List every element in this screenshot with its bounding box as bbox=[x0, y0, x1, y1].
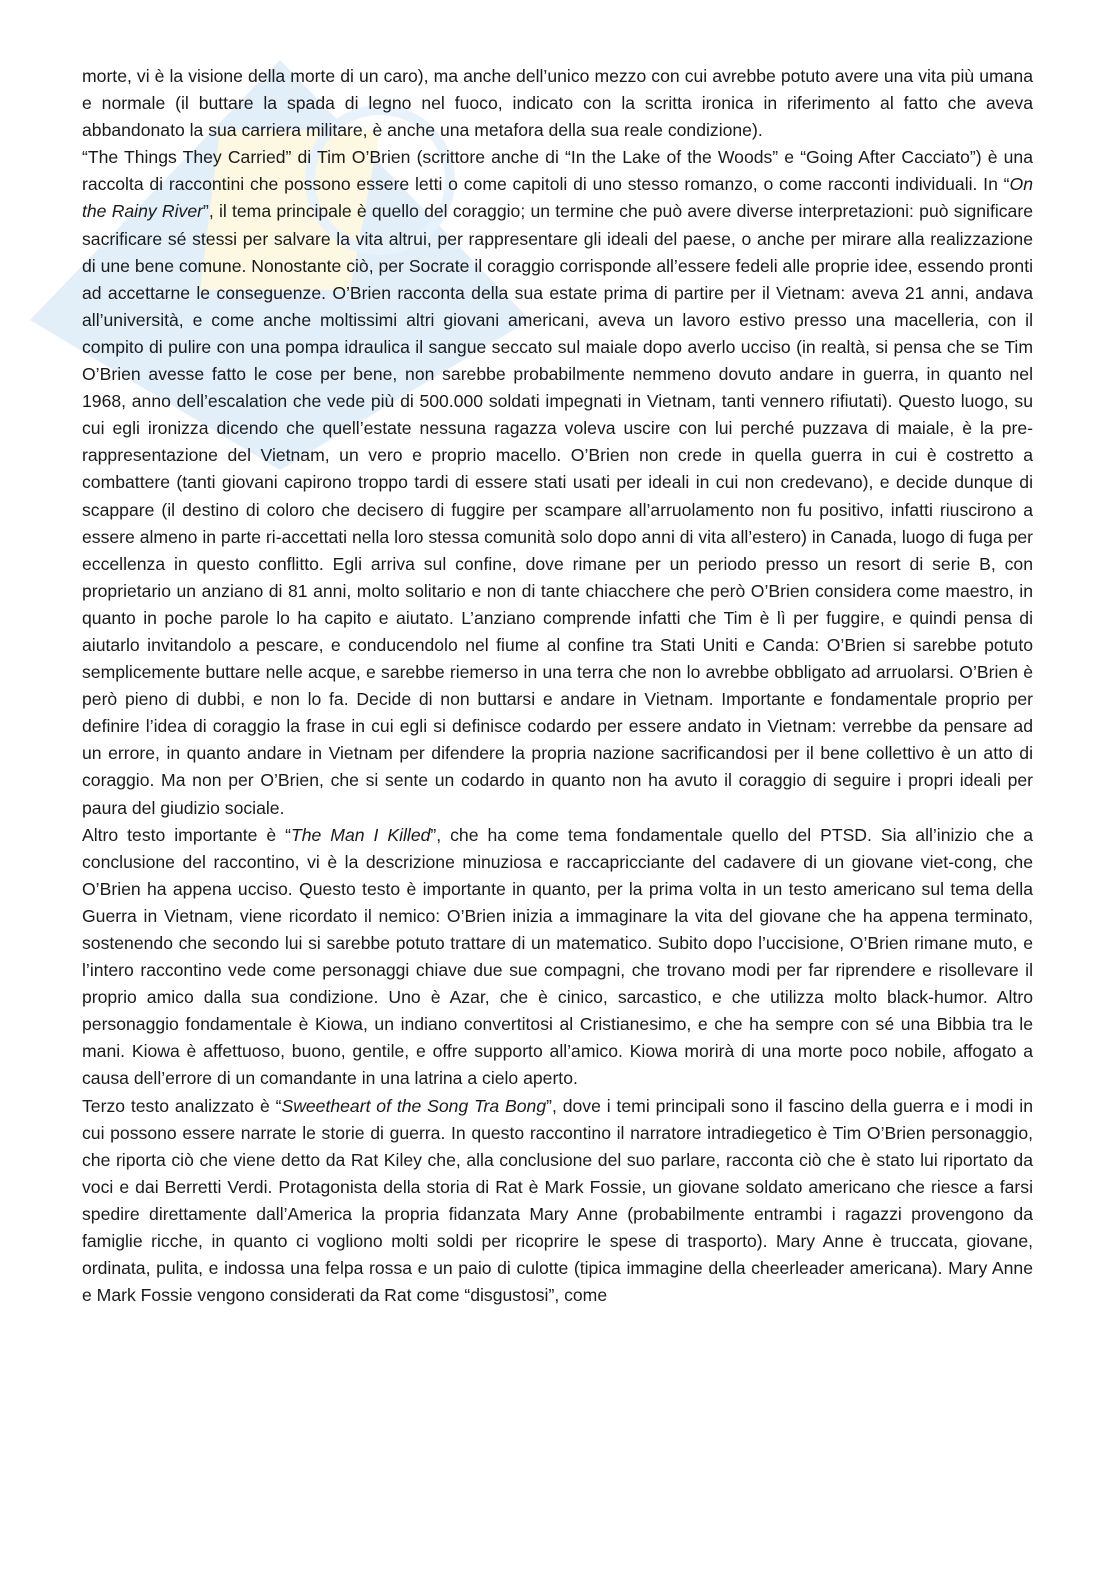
paragraph bbox=[82, 1093, 1033, 1310]
italic-title-text: Sweetheart of the Song Tra Bong bbox=[281, 1095, 547, 1116]
italic-title-text: The Man I Killed bbox=[291, 824, 431, 845]
paragraph-text: ”, che ha come tema fondamentale quello del PTSD. Sia all’inizio che a conclusione del raccontino, vi è la descrizione minuziosa e raccapricciante del cadavere di un giovane viet-cong, che O’Brien ha appena ucciso. Questo testo è importante in quanto, per la prima volta in un testo americano sul tema della Guerra in Vietnam, viene ricordato il nemico: O’Brien inizia a immaginare la vita del giovane che ha appena terminato, sostenendo che secondo lui si sarebbe potuto trattare di un matematico. Subito dopo l’uccisione, O’Brien rimane muto, e l’intero raccontino vede come personaggi chiave due sue compagni, che trovano modi per far riprendere e risollevare il proprio amico dalla sua condizione. Uno è Azar, che è cinico, sarcastico, e che utilizza molto black-humor. Altro personaggio fondamentale è Kiowa, un indiano convertitosi al Cristianesimo, e che ha sempre con sé una Bibbia tra le mani. Kiowa è affettuoso, buono, gentile, e offre supporto all’amico. Kiowa morirà di una morte poco nobile, affogato a causa dell’errore di un comandante in una latrina a cielo aperto. bbox=[82, 824, 1033, 1089]
paragraph bbox=[82, 822, 1033, 1093]
paragraph bbox=[82, 63, 1033, 144]
paragraph-text: “The Things They Carried” di Tim O’Brien (scrittore anche di “In the Lake of the Woods” e “Going After Cacciato”) è una raccolta di raccontini che possono essere letti o come capitoli di uno stesso romanzo, o come racconti individuali. In “ bbox=[82, 147, 1033, 195]
paragraph-text: ”, dove i temi principali sono il fascino della guerra e i modi in cui possono essere narrate le storie di guerra. In questo raccontino il narratore intradiegetico è Tim O’Brien personaggio, che riporta ciò che viene detto da Rat Kiley che, alla conclusione del suo parlare, racconta ciò che è stato lui riportato da voci e dai Berretti Verdi. Protagonista della storia di Rat è Mark Fossie, un giovane soldato americano che riesce a farsi spedire direttamente dall’America la propria fidanzata Mary Anne (probabilmente entrambi i ragazzi provengono da famiglie ricche, in quanto ci vogliono molti soldi per ricoprire le spese di trasporto). Mary Anne è truccata, giovane, ordinata, pulita, e indossa una felpa rossa e un paio di culotte (tipica immagine della cheerleader americana). Mary Anne e Mark Fossie vengono considerati da Rat come “disgustosi”, come bbox=[82, 1095, 1033, 1306]
document-body bbox=[82, 63, 1033, 1309]
paragraph-text: Altro testo importante è “ bbox=[82, 824, 291, 845]
paragraph bbox=[82, 144, 1033, 821]
italic-title-text: On the Rainy River bbox=[82, 174, 1033, 222]
paragraph-text: morte, vi è la visione della morte di un caro), ma anche dell’unico mezzo con cui avrebbe potuto avere una vita più umana e normale (il buttare la spada di legno nel fuoco, indicato con la scritta ironica in riferimento al fatto che aveva abbandonato la sua carriera militare, è anche una metafora della sua reale condizione). bbox=[82, 66, 1033, 141]
paragraph-text: Terzo testo analizzato è “ bbox=[82, 1095, 282, 1116]
paragraph-text: ”, il tema principale è quello del coraggio; un termine che può avere diverse interpretazioni: può significare sacrificare sé stessi per salvare la vita altrui, per rappresentare gli ideali del paese, o anche per mirare alla realizzazione di une bene comune. Nonostante ciò, per Socrate il coraggio corrisponde all’essere fedeli alle proprie idee, essendo pronti ad accettarne le conseguenze. O’Brien racconta della sua estate prima di partire per il Vietnam: aveva 21 anni, andava all’università, e come anche moltissimi altri giovani americani, aveva un lavoro estivo presso una macelleria, con il compito di pulire con una pompa idraulica il sangue seccato sul maiale dopo averlo ucciso (in realtà, si pensa che se Tim O’Brien avesse fatto le cose per bene, non sarebbe probabilmente nemmeno dovuto andare in guerra, in quanto nel 1968, anno dell’escalation che vede più di 500.000 soldati impegnati in Vietnam, tanti vennero rifiutati). Questo luogo, su cui egli ironizza dicendo che quell’estate nessuna ragazza voleva uscire con lui perché puzzava di maiale, è la pre-rappresentazione del Vietnam, un vero e proprio macello. O’Brien non crede in quella guerra in cui è costretto a combattere (tanti giovani capirono troppo tardi di essere stati usati per ideali in cui non credevano), e decide dunque di scappare (il destino di coloro che decisero di fuggire per scampare all’arruolamento non fu positivo, infatti riuscirono a essere almeno in parte ri-accettati nella loro stessa comunità solo dopo anni di vita all’estero) in Canada, luogo di fuga per eccellenza in questo conflitto. Egli arriva sul confine, dove rimane per un periodo presso un resort di serie B, con proprietario un anziano di 81 anni, molto solitario e non di tante chiacchere che però O’Brien considera come maestro, in quanto in poche parole lo ha capito e aiutato. L’anziano comprende infatti che Tim è lì per fuggire, e quindi pensa di aiutarlo invitandolo a pescare, e conducendolo nel fiume al confine tra Stati Uniti e Canda: O’Brien si sarebbe potuto semplicemente buttare nelle acque, e sarebbe riemerso in una terra che non lo avrebbe obbligato ad arruolarsi. O’Brien è però pieno di dubbi, e non lo fa. Decide di non buttarsi e andare in Vietnam. Importante e fondamentale proprio per definire l’idea di coraggio la frase in cui egli si definisce codardo per essere andato in Vietnam: verrebbe da pensare ad un errore, in quanto andare in Vietnam per difendere la propria nazione sacrificandosi per il bene collettivo è un atto di coraggio. Ma non per O’Brien, che si sente un codardo in quanto non ha avuto il coraggio di seguire i propri ideali per paura del giudizio sociale. bbox=[82, 201, 1033, 818]
